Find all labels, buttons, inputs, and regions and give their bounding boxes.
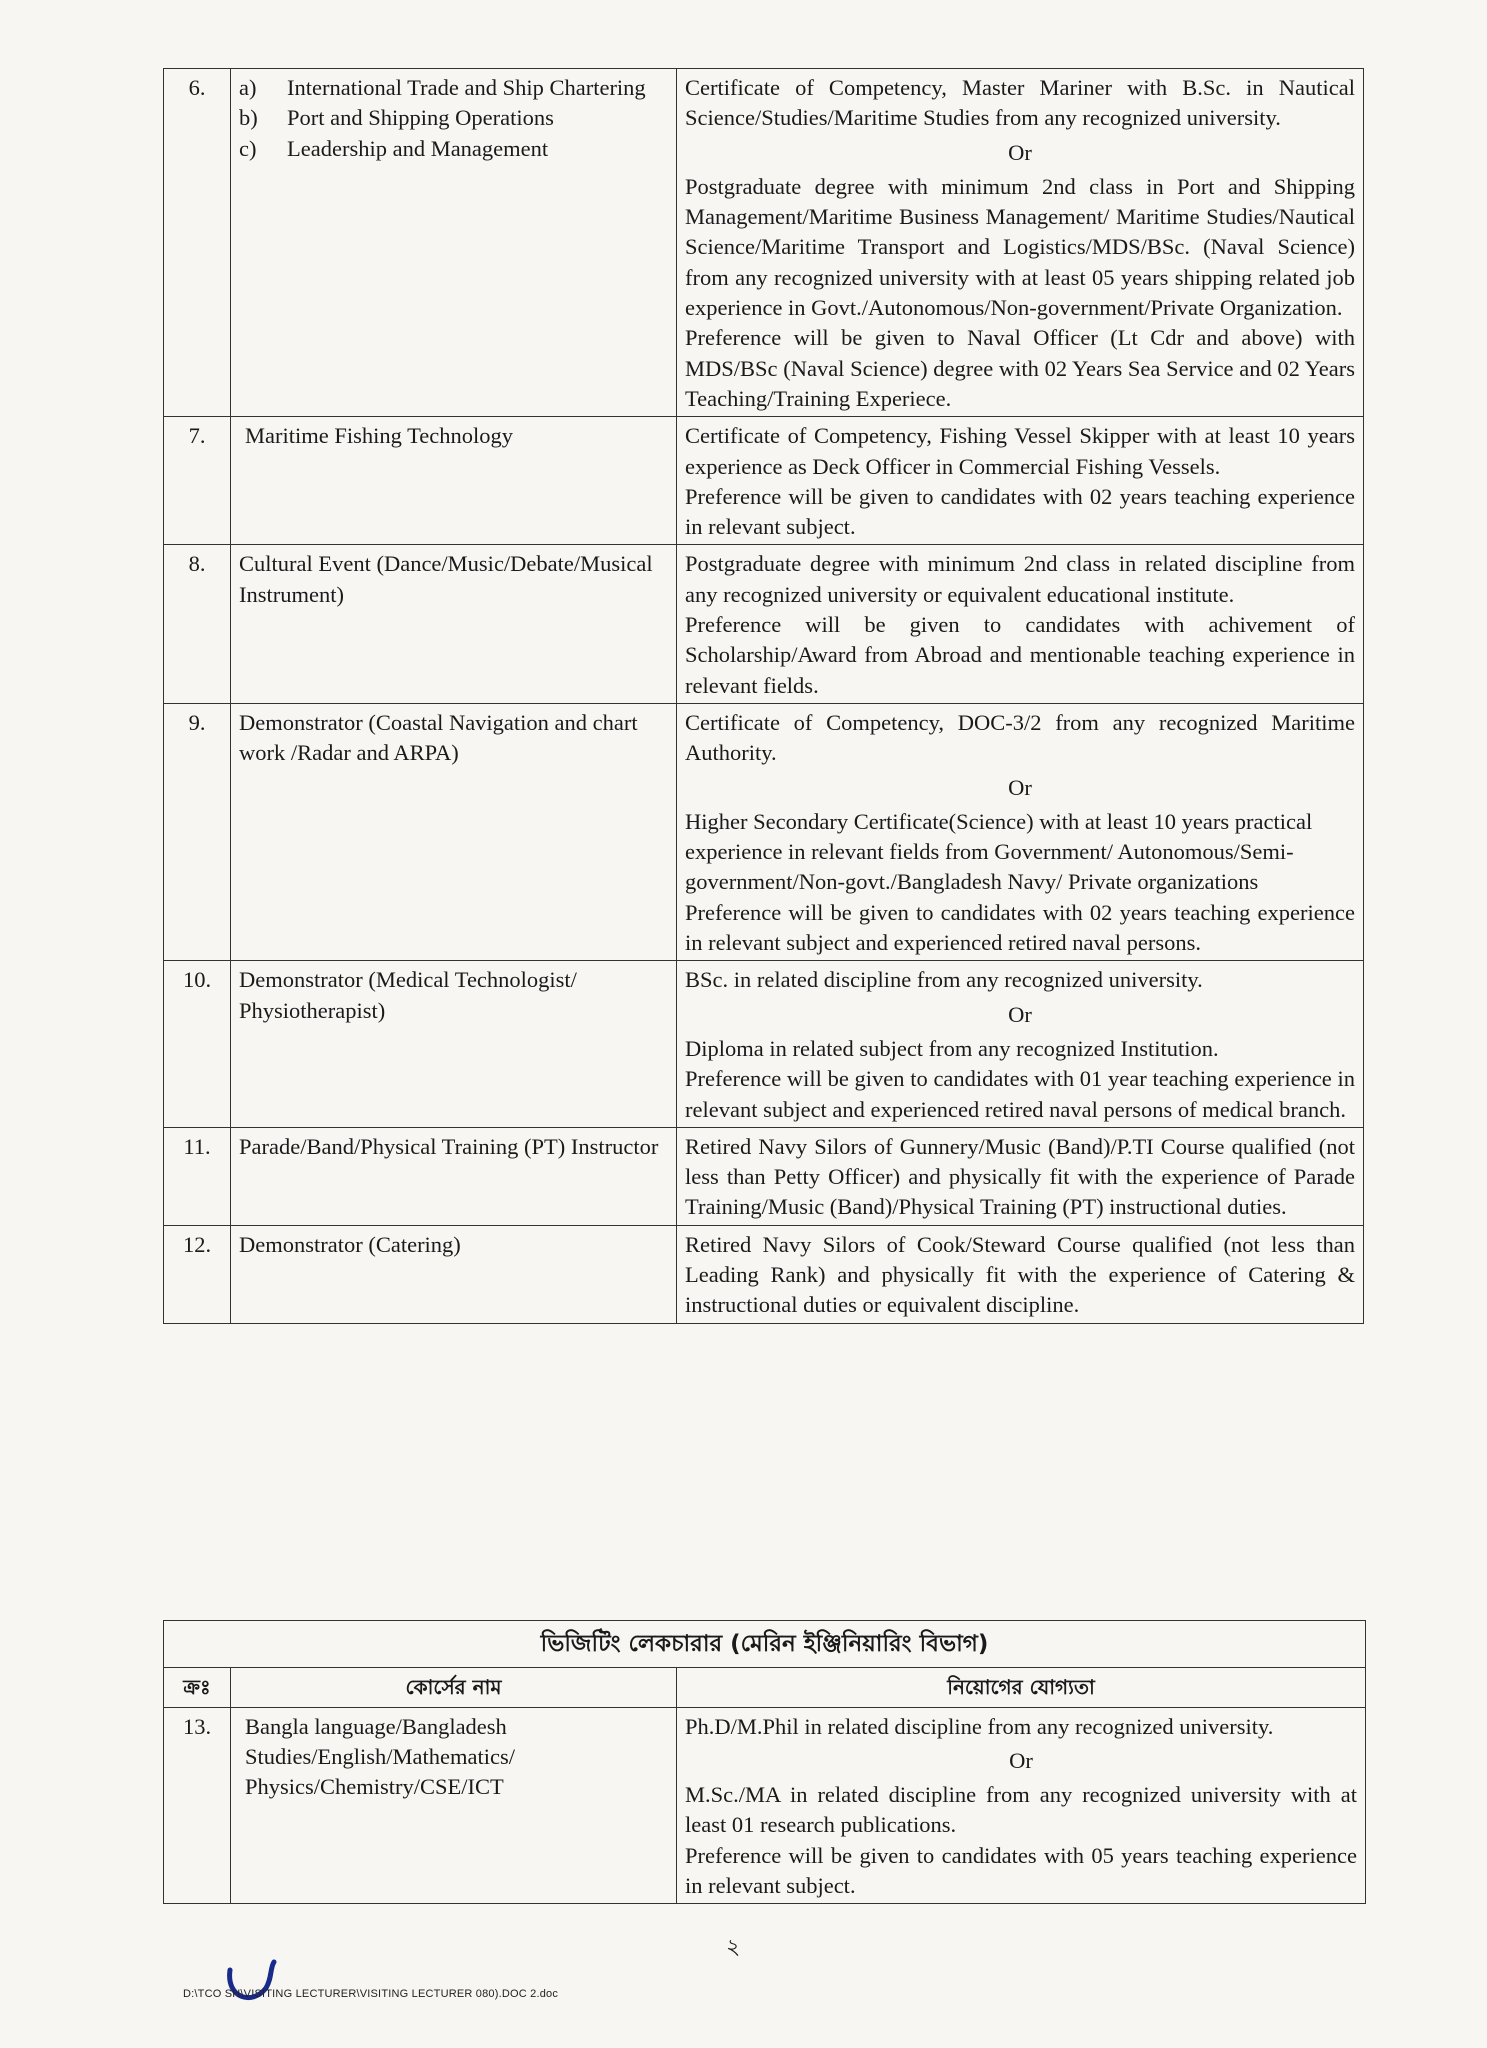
row-number: 6. [164,69,231,417]
table-row [164,703,1364,960]
header-row [164,1668,1366,1707]
course-name: Maritime Fishing Technology [231,417,677,545]
table-row [164,69,1364,417]
qualifications-table [163,68,1364,1324]
requirements: Postgraduate degree with minimum 2nd class in related discipline from any recognized university or equivalent educational institute. Preference will be given to candidates with achivement of Scholarship/Award from Abroad and mentionable teaching experience in relevant fields. [677,545,1364,703]
requirements: Retired Navy Silors of Gunnery/Music (Band)/P.TI Course qualified (not less than Petty Officer) and physically fit with the experience of Parade Training/Music (Band)/Physical Training (PT) instructional duties. [677,1127,1364,1225]
row-number: 9. [164,703,231,960]
header-serial: ক্রঃ [164,1668,231,1707]
requirements: Ph.D/M.Phil in related discipline from any recognized university. Or M.Sc./MA in related discipline from any recognized university with at least 01 research publications. Preference will be given to candidates with 05 years teaching experience in relevant subject. [677,1707,1366,1904]
requirements: Certificate of Competency, Master Mariner with B.Sc. in Nautical Science/Studies/Maritime Studies from any recognized university. Or Postgraduate degree with minimum 2nd class in Port and Shipping Management/Maritime Business Management/ Maritime Studies/Nautical Science/Maritime Transport and Logistics/MDS/BSc. (Naval Science) from any recognized university with at least 05 years shipping related job experience in Govt./Autonomous/Non-government/Private Organization. Preference will be given to Naval Officer (Lt Cdr and above) with MDS/BSc (Naval Science) degree with 02 Years Sea Service and 02 Years Teaching/Training Experiece. [677,69,1364,417]
header-course: কোর্সের নাম [231,1668,677,1707]
row-number: 10. [164,961,231,1127]
table-row [164,1707,1366,1904]
course-name: Demonstrator (Medical Technologist/ Physiotherapist) [231,961,677,1127]
footer-file-path: D:\TCO SH\VISITING LECTURER\VISITING LECTURER 080).DOC 2.doc [183,1988,559,2000]
table-row [164,1225,1364,1323]
row-number: 11. [164,1127,231,1225]
row-number: 12. [164,1225,231,1323]
row-number: 8. [164,545,231,703]
header-qualification: নিয়োগের যোগ্যতা [677,1668,1366,1707]
course-name: Parade/Band/Physical Training (PT) Instructor [231,1127,677,1225]
requirements: BSc. in related discipline from any recognized university. Or Diploma in related subject from any recognized Institution. Preference will be given to candidates with 01 year teaching experience in relevant subject and experienced retired naval persons of medical branch. [677,961,1364,1127]
course-name: Cultural Event (Dance/Music/Debate/Musical Instrument) [231,545,677,703]
page-number: ২ [726,1935,741,1960]
course-item: Leadership and Management [287,135,549,161]
course-name: a) International Trade and Ship Chartering b) Port and Shipping Operations c) Leadership and Management [231,69,677,417]
requirements: Certificate of Competency, DOC-3/2 from any recognized Maritime Authority. Or Higher Secondary Certificate(Science) with at least 10 years practical experience in relevant fields from Government/ Autonomous/Semi-government/Non-govt./Bangladesh Navy/ Private organizations Preference will be given to candidates with 02 years teaching experience in relevant subject and experienced retired naval persons. [677,703,1364,960]
table-row [164,961,1364,1127]
table-row [164,417,1364,545]
section-title: ভিজিটিং লেকচারার (মেরিন ইঞ্জিনিয়ারিং বিভাগ) [164,1621,1366,1668]
row-number: 13. [164,1707,231,1904]
course-name: Demonstrator (Coastal Navigation and chart work /Radar and ARPA) [231,703,677,960]
table-row [164,1127,1364,1225]
table-row [164,545,1364,703]
course-name: Bangla language/Bangladesh Studies/English/Mathematics/ Physics/Chemistry/CSE/ICT [231,1707,677,1904]
requirements: Certificate of Competency, Fishing Vessel Skipper with at least 10 years experience as Deck Officer in Commercial Fishing Vessels. Preference will be given to candidates with 02 years teaching experience in relevant subject. [677,417,1364,545]
course-name: Demonstrator (Catering) [231,1225,677,1323]
row-number: 7. [164,417,231,545]
requirements: Retired Navy Silors of Cook/Steward Course qualified (not less than Leading Rank) and physically fit with the experience of Catering & instructional duties or equivalent discipline. [677,1225,1364,1323]
visiting-lecturer-table [163,1620,1366,1904]
course-item: International Trade and Ship Chartering [287,75,646,100]
course-item: Port and Shipping Operations [287,105,554,131]
